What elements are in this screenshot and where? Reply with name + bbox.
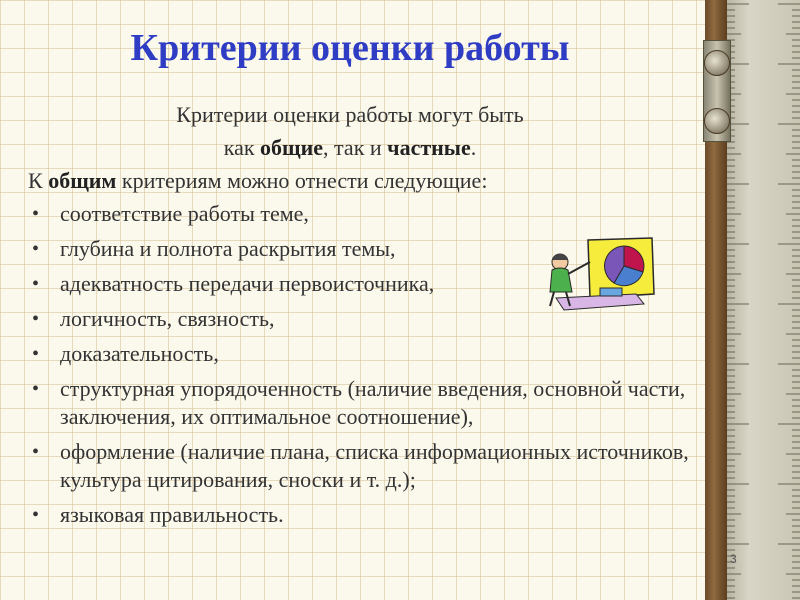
ruler-ticks (727, 0, 800, 600)
screw-icon (704, 108, 730, 134)
intro-line-1: Критерии оценки работы могут быть (176, 102, 524, 127)
list-item: • доказательность, (28, 340, 698, 368)
list-item: • адекватность передачи первоисточника, (28, 270, 698, 298)
lead-pre: К (28, 168, 49, 193)
slide-title: Критерии оценки работы (130, 27, 570, 69)
list-item: • оформление (наличие плана, списка информационных источников, культура цитирования, сноски и т. д.); (28, 438, 698, 494)
person-with-pie-chart-icon (540, 236, 656, 316)
lead-bold: общим (48, 168, 117, 193)
lead-post: критериям можно отнести следующие: (116, 168, 488, 193)
intro-line-2-mid: , так и (323, 135, 388, 160)
intro-line-2 (0, 131, 700, 164)
list-item: • структурная упорядоченность (наличие введения, основной части, заключения, их оптимальное соотношение), (28, 375, 698, 431)
ruler-number: 3 (730, 552, 737, 566)
intro-bold-specific: частные (387, 135, 471, 160)
list-item: • языковая правильность. (28, 501, 698, 529)
list-item: • логичность, связность, (28, 305, 698, 333)
intro-line-2-post: . (470, 135, 477, 160)
list-item: • глубина и полнота раскрытия темы, (28, 235, 698, 263)
intro-line-2-pre: как (223, 135, 261, 160)
intro-text (0, 98, 700, 164)
screw-icon (704, 50, 730, 76)
lead-text (28, 166, 487, 196)
intro-bold-general: общие (260, 135, 324, 160)
list-item: • соответствие работы теме, (28, 200, 698, 228)
